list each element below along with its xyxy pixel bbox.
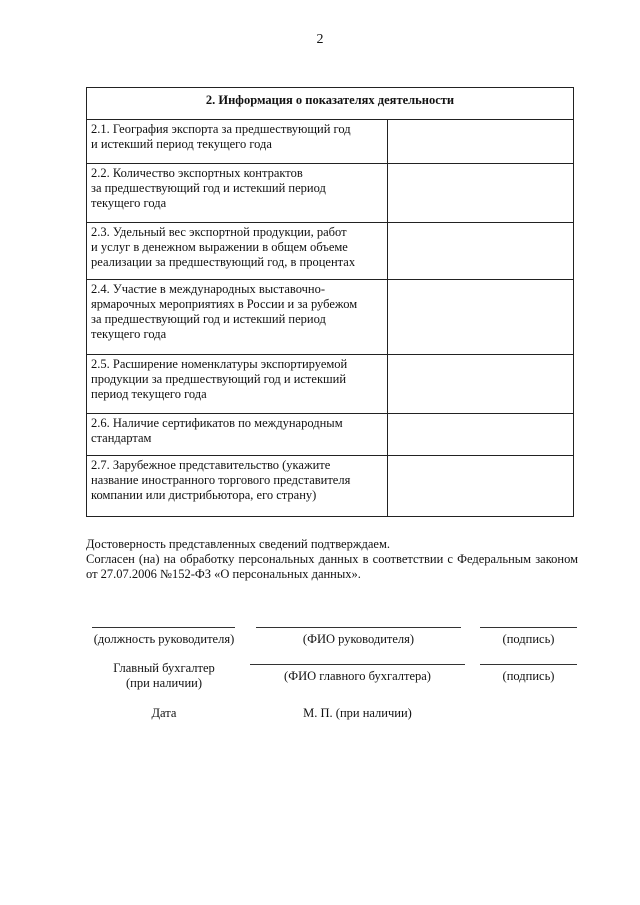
head-position-caption: (должность руководителя) xyxy=(93,632,235,646)
row-label-2-1: 2.1. География экспорта за предшествующий год и истекший период текущего года xyxy=(87,120,388,164)
head-signature-line[interactable] xyxy=(480,627,577,628)
personal-data-consent: Согласен (на) на обработку персональных данных в соответствии с Федеральным законом от 27.07.2006 №152-ФЗ «О персональных данных». xyxy=(86,552,578,581)
page-number: 2 xyxy=(316,32,324,47)
row-label-2-3: 2.3. Удельный вес экспортной продукции, работ и услуг в денежном выражении в общем объеме реализации за предшествующий год, в процентах xyxy=(87,223,388,280)
head-signature-caption: (подпись) xyxy=(502,632,555,646)
head-name-line[interactable] xyxy=(256,627,461,628)
head-position-line[interactable] xyxy=(92,627,235,628)
date-label: Дата xyxy=(151,706,177,720)
table-row xyxy=(87,164,574,223)
table-row xyxy=(87,120,574,164)
row-value-field-2-4[interactable] xyxy=(388,280,574,355)
accountant-name-line[interactable] xyxy=(250,664,465,665)
activity-indicators-table xyxy=(86,87,574,517)
row-value-field-2-5[interactable] xyxy=(388,355,574,414)
table-row xyxy=(87,414,574,456)
confirmation-statement: Достоверность представленных сведений подтверждаем. xyxy=(86,537,390,551)
table-row xyxy=(87,456,574,517)
accountant-signature-caption: (подпись) xyxy=(502,669,555,683)
chief-accountant-label: Главный бухгалтер (при наличии) xyxy=(113,661,215,690)
row-label-2-2: 2.2. Количество экспортных контрактов за предшествующий год и истекший период текущего года xyxy=(87,164,388,223)
row-value-field-2-7[interactable] xyxy=(388,456,574,517)
row-label-2-4: 2.4. Участие в международных выставочно- ярмарочных мероприятиях в России и за рубежом за предшествующий год и истекший период текущего года xyxy=(87,280,388,355)
head-name-caption: (ФИО руководителя) xyxy=(302,632,415,646)
row-label-2-5: 2.5. Расширение номенклатуры экспортируемой продукции за предшествующий год и истекший период текущего года xyxy=(87,355,388,414)
row-value-field-2-2[interactable] xyxy=(388,164,574,223)
stamp-label: М. П. (при наличии) xyxy=(303,706,412,720)
row-label-2-7: 2.7. Зарубежное представительство (укажите название иностранного торгового представителя компании или дистрибьютора, его страну) xyxy=(87,456,388,517)
table-row xyxy=(87,223,574,280)
table-heading: 2. Информация о показателях деятельности xyxy=(87,88,574,120)
table-row xyxy=(87,280,574,355)
confirmation-block xyxy=(86,537,578,582)
row-label-2-6: 2.6. Наличие сертификатов по международным стандартам xyxy=(87,414,388,456)
table-row xyxy=(87,355,574,414)
row-value-field-2-6[interactable] xyxy=(388,414,574,456)
row-value-field-2-1[interactable] xyxy=(388,120,574,164)
table-header-row xyxy=(87,88,574,120)
accountant-signature-line[interactable] xyxy=(480,664,577,665)
accountant-name-caption: (ФИО главного бухгалтера) xyxy=(284,669,431,683)
row-value-field-2-3[interactable] xyxy=(388,223,574,280)
